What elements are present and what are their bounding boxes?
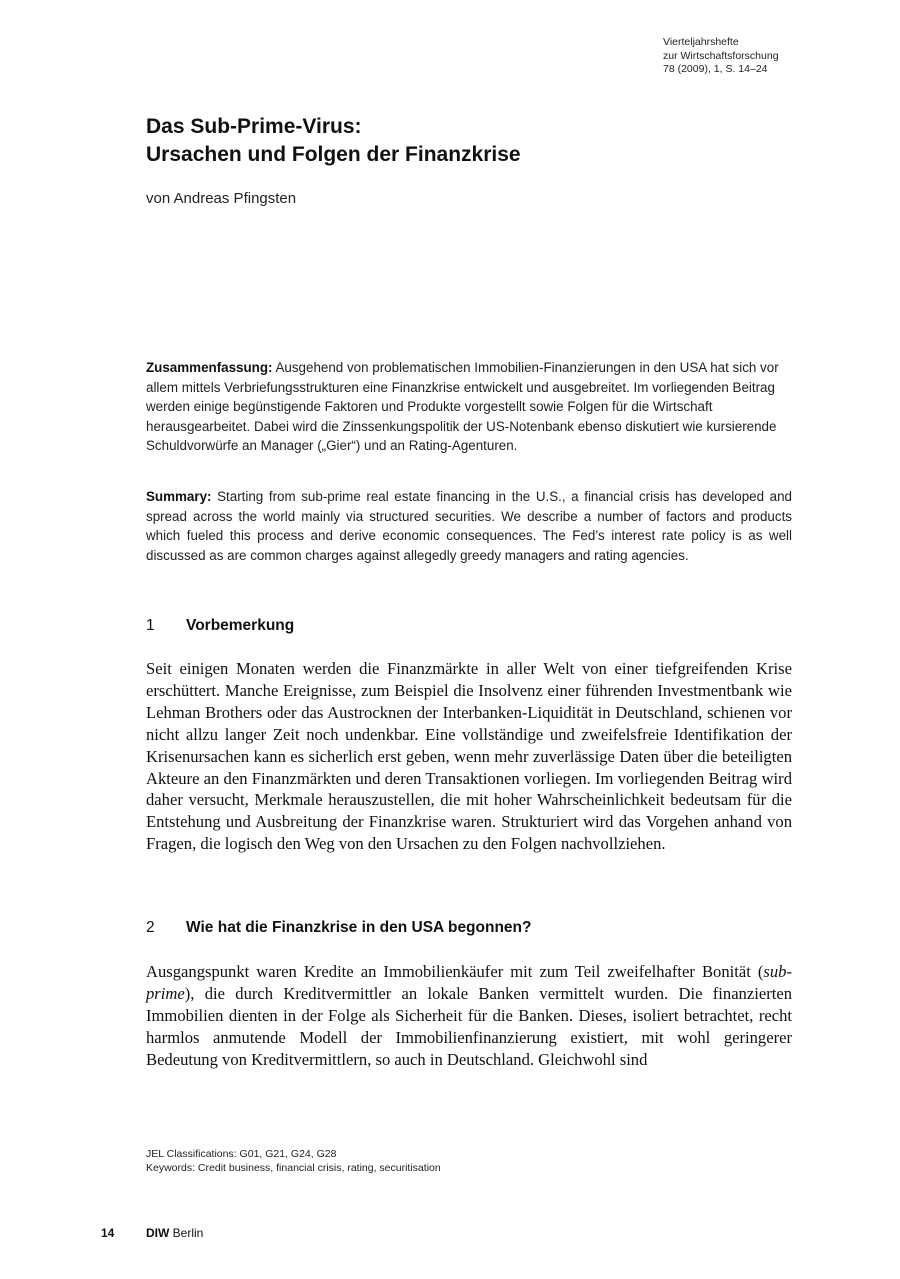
section-2-heading [146, 919, 532, 937]
author-line: von Andreas Pfingsten [146, 190, 297, 207]
abstract-german [146, 358, 792, 456]
abstract-english [146, 487, 792, 565]
article-title [146, 113, 786, 169]
section-2-number: 2 [146, 919, 155, 936]
journal-subtitle: zur Wirtschaftsforschung [663, 49, 779, 62]
abstract-german-text: Ausgehend von problematischen Immobilien-Finanzierungen in den USA hat sich vor allem mittels Verbriefungsstrukturen eine Finanzkrise entwickelt und ausgebreitet. Im vorliegenden Beitrag werden einige begünstigende Faktoren und Produkte vorgestellt sowie Folgen für die Wirtschaft herausgearbeitet. Dabei wird die Zinssenkungspolitik der US-Notenbank ebenso diskutiert wie kursierende Schuldvorwürfe an Manager („Gier“) und an Rating-Agenturen. [146, 360, 779, 453]
jel-classifications: JEL Classifications: G01, G21, G24, G28 [146, 1148, 337, 1160]
keywords: Keywords: Credit business, financial crisis, rating, securitisation [146, 1162, 441, 1174]
page-number: 14 [101, 1226, 115, 1240]
journal-volume: 78 (2009), 1, S. 14–24 [663, 63, 768, 75]
section-2-title: Wie hat die Finanzkrise in den USA begonnen? [186, 919, 532, 936]
title-line-2: Ursachen und Folgen der Finanzkrise [146, 143, 521, 166]
abstract-german-label: Zusammenfassung: [146, 360, 273, 375]
publisher-city: Berlin [169, 1226, 204, 1240]
title-line-1: Das Sub-Prime-Virus: [146, 115, 362, 138]
abstract-english-label: Summary: [146, 489, 212, 504]
section-1-title: Vorbemerkung [186, 617, 295, 634]
section-1-heading [146, 617, 294, 635]
publisher-logo: DIW [146, 1226, 170, 1240]
section-1-body: Seit einigen Monaten werden die Finanzmärkte in aller Welt von einer tiefgreifenden Krise erschüttert. Manche Ereignisse, zum Beispiel die Insolvenz einer führenden Investmentbank wie Lehman Brothers oder das Austrocknen der Interbanken-Liquidität in Deutschland, schienen vor nicht allzu langer Zeit noch undenkbar. Eine vollständige und zweifelsfreie Identifikation der Krisenursachen kann es sicherlich erst geben, wenn mehr zuverlässige Daten über die beteiligten Akteure an den Finanzmärkten und deren Transaktionen vorliegen. Im vorliegenden Beitrag wird daher versucht, Merkmale herauszustellen, die mit hoher Wahrscheinlichkeit bedeutsam für die Entstehung und Ausbreitung der Finanzkrise waren. Strukturiert wird das Vorgehen anhand von Fragen, die logisch den Weg von den Ursachen zu den Folgen nachvollziehen. [146, 659, 792, 854]
section-2-text-end: ), die durch Kreditvermittler an lokale Banken vermittelt wurden. Die finanzierten Immobilien dienten in der Folge als Sicherheit für die Banken. Dieses, isoliert betrachtet, recht harmlos anmutende Modell der Immobilienfinanzierung existiert, mit wohl geringerer Bedeutung von Kreditvermittlern, so auch in Deutschland. Gleichwohl sind [146, 983, 792, 1069]
section-1-number: 1 [146, 617, 155, 634]
section-2-body [146, 961, 792, 1071]
section-2-text-start: Ausgangspunkt waren Kredite an Immobilienkäufer mit zum Teil zweifelhafter Bonität ( [146, 962, 764, 981]
page-footer [101, 1226, 203, 1240]
journal-name: Vierteljahrshefte [663, 36, 739, 48]
section-2-italic-term: sub-prime [146, 962, 792, 1003]
footnote [146, 1147, 441, 1175]
journal-reference [663, 36, 779, 77]
abstract-english-text: Starting from sub-prime real estate financing in the U.S., a financial crisis has developed and spread across the world mainly via structured securities. We describe a number of factors and products which fueled this process and derive economic consequences. The Fed’s interest rate policy is as well discussed as are common charges against allegedly greedy managers and rating agencies. [146, 489, 792, 563]
